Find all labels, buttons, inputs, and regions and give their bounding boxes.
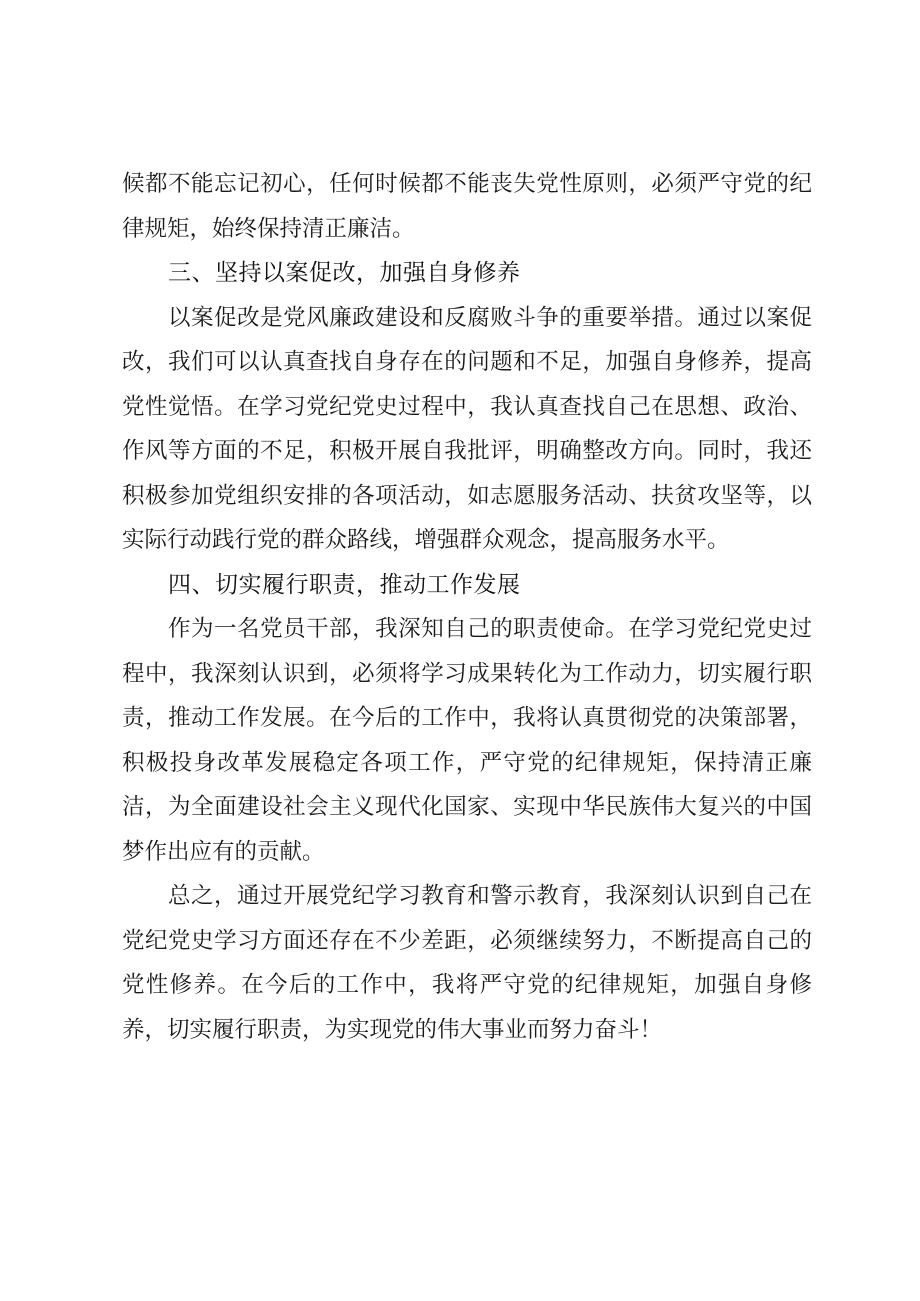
paragraph-body: 以案促改是党风廉政建设和反腐败斗争的重要举措。通过以案促改，我们可以认真查找自身存在的问题和不足，加强自身修养，提高党性觉悟。在学习党纪党史过程中，我认真查找自己在思想、政治、作风等方面的不足，积极开展自我批评，明确整改方向。同时，我还积极参加党组织安排的各项活动，如志愿服务活动、扶贫攻坚等，以实际行动践行党的群众路线，增强群众观念，提高服务水平。 bbox=[122, 304, 812, 553]
paragraph-conclusion: 总之，通过开展党纪学习教育和警示教育，我深刻认识到自己在党纪党史学习方面还存在不少差距，必须继续努力，不断提高自己的党性修养。在今后的工作中，我将严守党的纪律规矩，加强自身修养，切实履行职责，为实现党的伟大事业而努力奋斗！ bbox=[122, 883, 812, 1043]
section-heading-4: 四、切实履行职责，推动工作发展 bbox=[168, 571, 521, 598]
paragraph-body: 作为一名党员干部，我深知自己的职责使命。在学习党纪党史过程中，我深刻认识到，必须将学习成果转化为工作动力，切实履行职责，推动工作发展。在今后的工作中，我将认真贯彻党的决策部署，积极投身改革发展稳定各项工作，严守党的纪律规矩，保持清正廉洁，为全面建设社会主义现代化国家、实现中华民族伟大复兴的中国梦作出应有的贡献。 bbox=[122, 616, 812, 865]
paragraph-continuation: 候都不能忘记初心，任何时候都不能丧失党性原则，必须严守党的纪律规矩，始终保持清正廉洁。 bbox=[122, 171, 812, 242]
document-body bbox=[122, 162, 812, 1052]
section-heading-3: 三、坚持以案促改，加强自身修养 bbox=[168, 260, 521, 286]
